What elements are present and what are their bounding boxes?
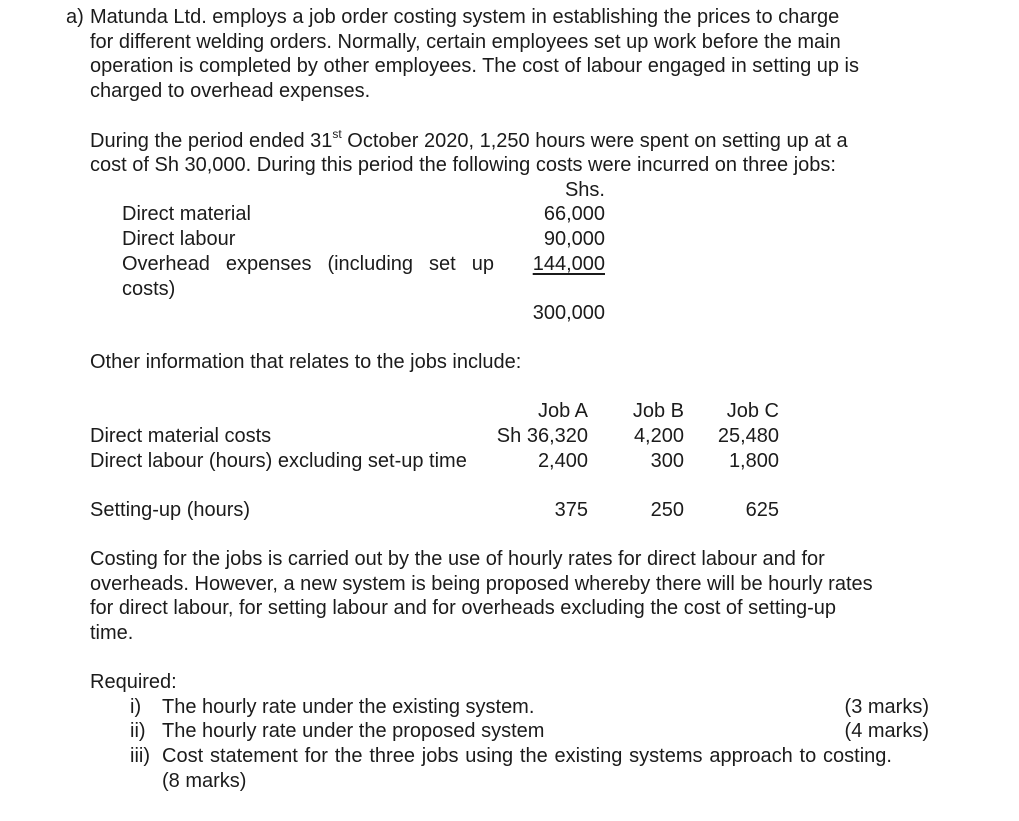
intro-line-3: operation is completed by other employees. The cost of labour engaged in setting up is	[90, 55, 859, 77]
cost-row-value: 66,000	[543, 203, 605, 225]
cost-row-value: 90,000	[543, 228, 605, 250]
cost-row-label: Direct labour	[122, 228, 236, 250]
job-cell: 1,800	[728, 450, 779, 472]
cost-row-label: Direct material	[122, 203, 251, 225]
job-cell: 250	[650, 499, 684, 521]
costing-line-3: for direct labour, for setting labour and for overheads excluding the cost of setting-up	[90, 597, 836, 619]
required-item-marks: (3 marks)	[844, 696, 929, 718]
job-column-header: Job C	[726, 400, 779, 422]
required-item-number: i)	[130, 696, 142, 718]
costs-header-shs: Shs.	[564, 179, 605, 201]
costing-line-1: Costing for the jobs is carried out by the use of hourly rates for direct labour and for	[90, 548, 825, 570]
job-cell: Sh 36,320	[496, 425, 588, 447]
job-row-label: Direct material costs	[90, 425, 272, 447]
cost-row-value: 144,000	[532, 253, 605, 275]
other-info-heading: Other information that relates to the jobs include:	[90, 351, 522, 373]
job-row-label: Direct labour (hours) excluding set-up time	[90, 450, 467, 472]
intro-line-1: Matunda Ltd. employs a job order costing system in establishing the prices to charge	[90, 6, 840, 28]
ordinal-suffix: st	[332, 127, 342, 141]
job-cell: 300	[650, 450, 684, 472]
job-cell: 625	[745, 499, 779, 521]
required-item-text: The hourly rate under the existing system.	[162, 696, 535, 718]
question-marker: a)	[66, 6, 84, 28]
costing-line-2: overheads. However, a new system is being proposed whereby there will be hourly rates	[90, 573, 873, 595]
costs-total: 300,000	[532, 302, 605, 324]
required-heading: Required:	[90, 671, 177, 693]
job-cell: 4,200	[633, 425, 684, 447]
job-column-header: Job A	[537, 400, 588, 422]
job-row-label: Setting-up (hours)	[90, 499, 251, 521]
required-item-text: Cost statement for the three jobs using the existing systems approach to costing. (8 marks)	[162, 745, 892, 792]
required-item-marks: (4 marks)	[844, 720, 929, 742]
required-item-number: iii)	[130, 745, 150, 767]
intro-line-4: charged to overhead expenses.	[90, 80, 371, 102]
period-line-2: cost of Sh 30,000. During this period the following costs were incurred on three jobs:	[90, 154, 836, 176]
required-item-text: The hourly rate under the proposed system	[162, 720, 545, 742]
costing-line-4: time.	[90, 622, 134, 644]
required-item-number: ii)	[130, 720, 146, 742]
job-cell: 2,400	[537, 450, 588, 472]
job-column-header: Job B	[632, 400, 684, 422]
cost-row-label: Overhead expenses (including set up costs)	[122, 253, 494, 300]
period-line-1: During the period ended 31st October 2020, 1,250 hours were spent on setting up at a	[90, 127, 848, 152]
job-cell: 25,480	[717, 425, 779, 447]
intro-line-2: for different welding orders. Normally, certain employees set up work before the main	[90, 31, 841, 53]
job-cell: 375	[554, 499, 588, 521]
